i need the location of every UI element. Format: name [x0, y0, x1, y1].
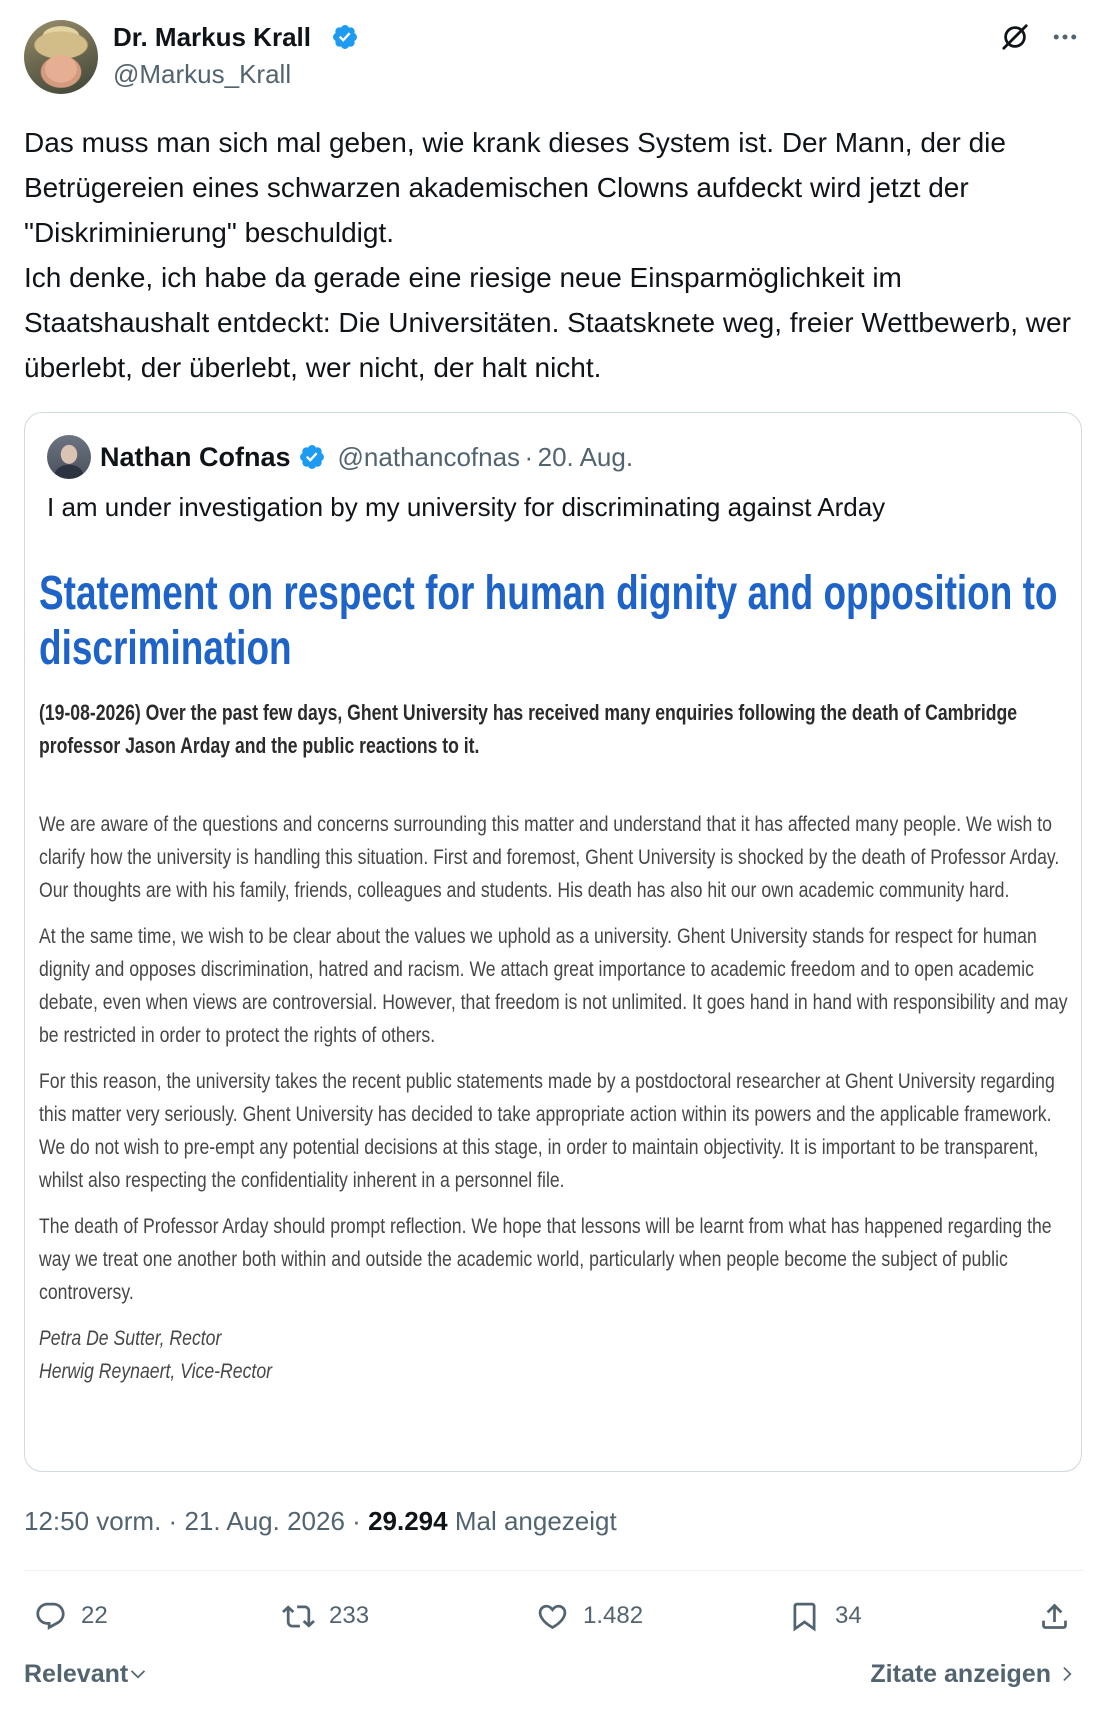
- statement-intro: (19-08-2026) Over the past few days, Ghent University has received many enquiries following the death of Cambridge professor Jason Arday and the public reactions to it.: [39, 700, 1018, 758]
- bookmark-icon: [788, 1600, 821, 1633]
- share-icon: [1038, 1600, 1071, 1633]
- reply-count: 22: [81, 1602, 108, 1629]
- quoted-author-handle[interactable]: @nathancofnas: [337, 442, 521, 472]
- meta-separator: ·: [168, 1506, 178, 1536]
- author-avatar[interactable]: [24, 20, 98, 94]
- statement-signatures: [39, 1322, 1074, 1388]
- quoted-post-header: [100, 439, 633, 475]
- reply-icon: [34, 1600, 67, 1633]
- view-quotes-link[interactable]: [870, 1656, 1077, 1692]
- signature-line: Herwig Reynaert, Vice-Rector: [39, 1360, 273, 1383]
- views-count: 29.294: [368, 1506, 448, 1536]
- verified-badge-icon[interactable]: [331, 23, 359, 51]
- quoted-post-date[interactable]: 20. Aug.: [537, 442, 634, 472]
- statement-paragraph: At the same time, we wish to be clear about the values we uphold as a university. Ghent University stands for respect for human dignity and opposes discrimination, hatred and racism. We attach great importance to academic freedom and to open academic debate, even when views are controversial. However, that freedom is not unlimited. It goes hand in hand with responsibility and may be restricted in order to protect the rights of others.: [39, 925, 1068, 1047]
- author-name[interactable]: Dr. Markus Krall: [113, 22, 311, 52]
- statement-paragraph: The death of Professor Arday should prompt reflection. We hope that lessons will be learnt from what has happened regarding the way we treat one another both within and outside the academic world, particularly when people become the subject of public controversy.: [39, 1215, 1052, 1304]
- sort-label: Relevant: [24, 1659, 129, 1688]
- divider: [24, 1570, 1084, 1571]
- repost-button[interactable]: [282, 1599, 369, 1633]
- post-date[interactable]: 21. Aug. 2026: [184, 1506, 345, 1536]
- grok-button[interactable]: [1000, 22, 1030, 52]
- verified-badge-icon[interactable]: [298, 443, 326, 471]
- grok-icon: [1000, 22, 1030, 52]
- repost-count: 233: [329, 1602, 370, 1629]
- repost-icon: [282, 1600, 315, 1633]
- post-time[interactable]: 12:50 vorm.: [24, 1506, 162, 1536]
- meta-separator: ·: [352, 1506, 361, 1536]
- statement-image[interactable]: [39, 566, 1074, 1388]
- statement-paragraph: We are aware of the questions and concerns surrounding this matter and understand that it has affected many people. We wish to clarify how the university is handling this situation. First and foremost, Ghent University is shocked by the death of Professor Arday. Our thoughts are with his family, friends, colleagues and students. His death has also hit our own academic community hard.: [39, 813, 1060, 902]
- more-options-button[interactable]: [1050, 22, 1080, 52]
- author-handle[interactable]: @Markus_Krall: [113, 59, 292, 89]
- quoted-author-avatar[interactable]: [47, 435, 91, 479]
- statement-paragraph: For this reason, the university takes the recent public statements made by a postdoctoral researcher at Ghent University regarding this matter very seriously. Ghent University has decided to take appropriate action within its powers and the applicable framework. We do not wish to pre-empt any potential decisions at this stage, in order to maintain objectivity. It is important to be transparent, whilst also respecting the confidentiality inherent in a personnel file.: [39, 1070, 1055, 1192]
- quoted-author-name[interactable]: Nathan Cofnas: [100, 442, 291, 472]
- view-quotes-label: Zitate anzeigen: [870, 1659, 1051, 1688]
- share-button[interactable]: [1038, 1599, 1071, 1633]
- bookmark-button[interactable]: [788, 1599, 862, 1633]
- views-label: Mal angezeigt: [454, 1506, 617, 1536]
- chevron-right-icon: [1057, 1664, 1077, 1684]
- chevron-down-icon: [128, 1664, 148, 1684]
- meta-separator: ·: [524, 442, 534, 472]
- like-count: 1.482: [583, 1602, 644, 1629]
- like-icon: [536, 1600, 569, 1633]
- bookmark-count: 34: [835, 1602, 862, 1629]
- quoted-post-card[interactable]: [24, 412, 1082, 1472]
- post-text: Das muss man sich mal geben, wie krank dieses System ist. Der Mann, der die Betrügereien eines schwarzen akademischen Clowns aufdeckt wird jetzt der "Diskriminierung" beschuldigt. Ich denke, ich habe da gerade eine riesige neue Einsparmöglichkeit im Staatshaushalt entdeckt: Die Universitäten. Staatsknete weg, freier Wettbewerb, wer überlebt, der überlebt, wer nicht, der halt nicht.: [24, 127, 1071, 383]
- statement-title: Statement on respect for human dignity and opposition to discrimination: [39, 567, 1058, 675]
- quoted-post-text: I am under investigation by my university for discriminating against Arday: [47, 492, 886, 522]
- sort-replies-button[interactable]: [24, 1656, 148, 1692]
- like-button[interactable]: [536, 1599, 643, 1633]
- reply-button[interactable]: [34, 1599, 108, 1633]
- post-timestamp: [24, 1503, 617, 1539]
- more-icon: [1050, 22, 1080, 52]
- signature-line: Petra De Sutter, Rector: [39, 1327, 222, 1350]
